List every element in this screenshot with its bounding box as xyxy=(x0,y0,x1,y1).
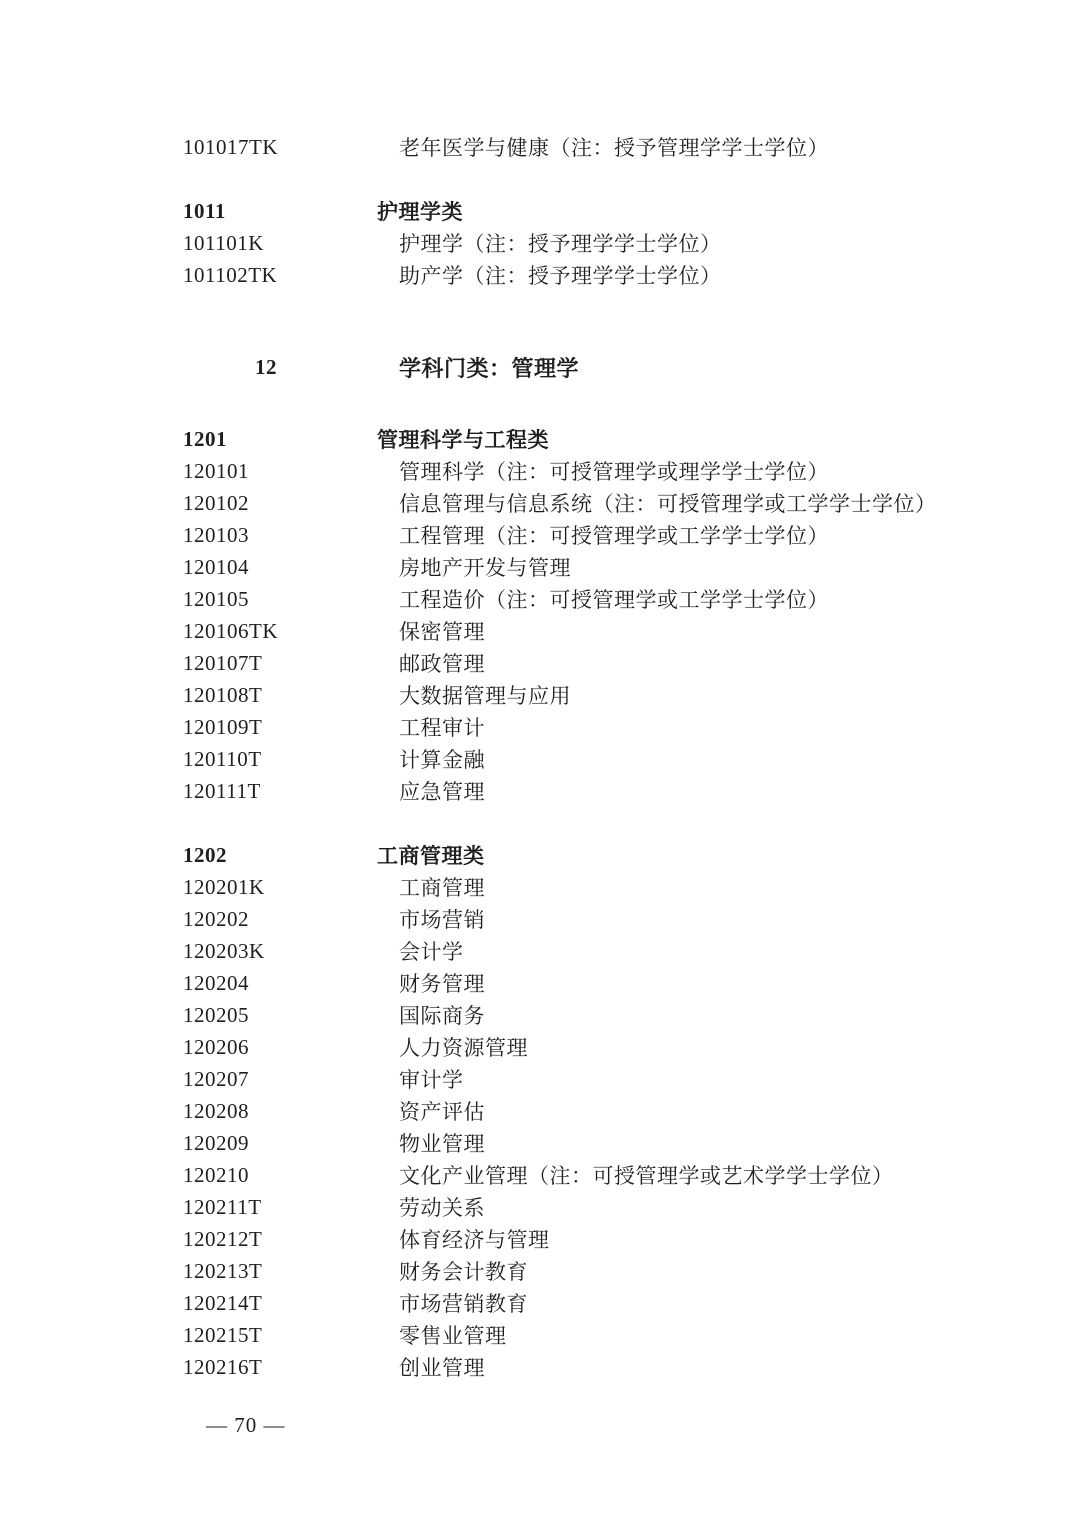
row-120111T xyxy=(183,775,1080,807)
major-name: 国际商务 xyxy=(399,1004,485,1028)
major-name: 零售业管理 xyxy=(399,1324,507,1348)
row-120216T xyxy=(183,1351,1080,1383)
major-code: 120102 xyxy=(183,490,249,515)
major-code: 12 xyxy=(255,354,277,379)
major-name: 会计学 xyxy=(399,940,464,964)
major-code: 120209 xyxy=(183,1130,249,1155)
major-name: 学科门类：管理学 xyxy=(399,355,580,381)
major-name: 工商管理 xyxy=(399,876,485,900)
row-120104 xyxy=(183,551,1080,583)
catalog-rows xyxy=(183,131,1080,1383)
major-code: 120213T xyxy=(183,1258,263,1283)
major-name: 劳动关系 xyxy=(399,1196,485,1220)
major-name: 护理学（注：授予理学学士学位） xyxy=(399,232,722,256)
major-code: 120206 xyxy=(183,1034,249,1059)
major-code: 120212T xyxy=(183,1226,263,1251)
major-name: 市场营销 xyxy=(399,908,485,932)
major-code: 120106TK xyxy=(183,618,278,643)
major-code: 101101K xyxy=(183,230,264,255)
major-name: 计算金融 xyxy=(399,748,485,772)
major-name: 房地产开发与管理 xyxy=(399,556,571,580)
row-120206 xyxy=(183,1031,1080,1063)
major-name: 工商管理类 xyxy=(377,845,485,868)
major-name: 人力资源管理 xyxy=(399,1036,528,1060)
major-code: 120208 xyxy=(183,1098,249,1123)
row-120211T xyxy=(183,1191,1080,1223)
major-name: 工程管理（注：可授管理学或工学学士学位） xyxy=(399,524,829,548)
major-code: 120214T xyxy=(183,1290,263,1315)
major-code: 1201 xyxy=(183,426,227,451)
major-code: 120205 xyxy=(183,1002,249,1027)
row-120201K xyxy=(183,871,1080,903)
major-name: 物业管理 xyxy=(399,1132,485,1156)
major-name: 老年医学与健康（注：授予管理学学士学位） xyxy=(399,136,829,160)
major-code: 120201K xyxy=(183,874,265,899)
row-120108T xyxy=(183,679,1080,711)
major-name: 信息管理与信息系统（注：可授管理学或工学学士学位） xyxy=(399,492,937,516)
major-name: 市场营销教育 xyxy=(399,1292,528,1316)
row-1202 xyxy=(183,839,1080,871)
row-120205 xyxy=(183,999,1080,1031)
major-code: 120211T xyxy=(183,1194,262,1219)
row-1011 xyxy=(183,195,1080,227)
row-120215T xyxy=(183,1319,1080,1351)
major-code: 120103 xyxy=(183,522,249,547)
row-120107T xyxy=(183,647,1080,679)
row-120208 xyxy=(183,1095,1080,1127)
row-120103 xyxy=(183,519,1080,551)
row-120202 xyxy=(183,903,1080,935)
row-120106TK xyxy=(183,615,1080,647)
row-120210 xyxy=(183,1159,1080,1191)
major-name: 工程审计 xyxy=(399,716,485,740)
major-code: 120104 xyxy=(183,554,249,579)
row-101101K xyxy=(183,227,1080,259)
major-code: 1011 xyxy=(183,198,226,223)
major-code: 101102TK xyxy=(183,262,278,287)
major-name: 资产评估 xyxy=(399,1100,485,1124)
major-code: 120110T xyxy=(183,746,262,771)
major-name: 财务会计教育 xyxy=(399,1260,528,1284)
major-code: 120105 xyxy=(183,586,249,611)
row-120109T xyxy=(183,711,1080,743)
major-code: 120108T xyxy=(183,682,263,707)
major-code: 120210 xyxy=(183,1162,249,1187)
major-code: 120207 xyxy=(183,1066,249,1091)
major-name: 管理科学与工程类 xyxy=(377,429,549,452)
major-name: 审计学 xyxy=(399,1068,464,1092)
row-101017TK xyxy=(183,131,1080,163)
major-code: 120109T xyxy=(183,714,263,739)
row-120212T xyxy=(183,1223,1080,1255)
major-code: 120202 xyxy=(183,906,249,931)
major-name: 体育经济与管理 xyxy=(399,1228,550,1252)
major-code: 120204 xyxy=(183,970,249,995)
major-name: 文化产业管理（注：可授管理学或艺术学学士学位） xyxy=(399,1164,894,1188)
page-number: — 70 — xyxy=(206,1412,286,1437)
row-120110T xyxy=(183,743,1080,775)
row-120204 xyxy=(183,967,1080,999)
major-name: 护理学类 xyxy=(377,201,463,224)
row-120101 xyxy=(183,455,1080,487)
row-120207 xyxy=(183,1063,1080,1095)
major-code: 120215T xyxy=(183,1322,263,1347)
major-name: 管理科学（注：可授管理学或理学学士学位） xyxy=(399,460,829,484)
major-name: 工程造价（注：可授管理学或工学学士学位） xyxy=(399,588,829,612)
major-code: 1202 xyxy=(183,842,227,867)
row-120213T xyxy=(183,1255,1080,1287)
major-name: 财务管理 xyxy=(399,972,485,996)
major-code: 101017TK xyxy=(183,134,278,159)
row-120209 xyxy=(183,1127,1080,1159)
row-120203K xyxy=(183,935,1080,967)
major-name: 保密管理 xyxy=(399,620,485,644)
page-footer xyxy=(183,1409,1080,1441)
major-name: 大数据管理与应用 xyxy=(399,684,571,708)
row-1201 xyxy=(183,423,1080,455)
row-120102 xyxy=(183,487,1080,519)
major-code: 120107T xyxy=(183,650,263,675)
row-101102TK xyxy=(183,259,1080,291)
row-120105 xyxy=(183,583,1080,615)
major-name: 邮政管理 xyxy=(399,652,485,676)
row-12 xyxy=(183,351,1080,383)
major-name: 应急管理 xyxy=(399,780,485,804)
major-code: 120216T xyxy=(183,1354,263,1379)
major-name: 创业管理 xyxy=(399,1356,485,1380)
major-name: 助产学（注：授予理学学士学位） xyxy=(399,264,722,288)
row-120214T xyxy=(183,1287,1080,1319)
major-code: 120101 xyxy=(183,458,249,483)
major-code: 120111T xyxy=(183,778,261,803)
major-code: 120203K xyxy=(183,938,265,963)
